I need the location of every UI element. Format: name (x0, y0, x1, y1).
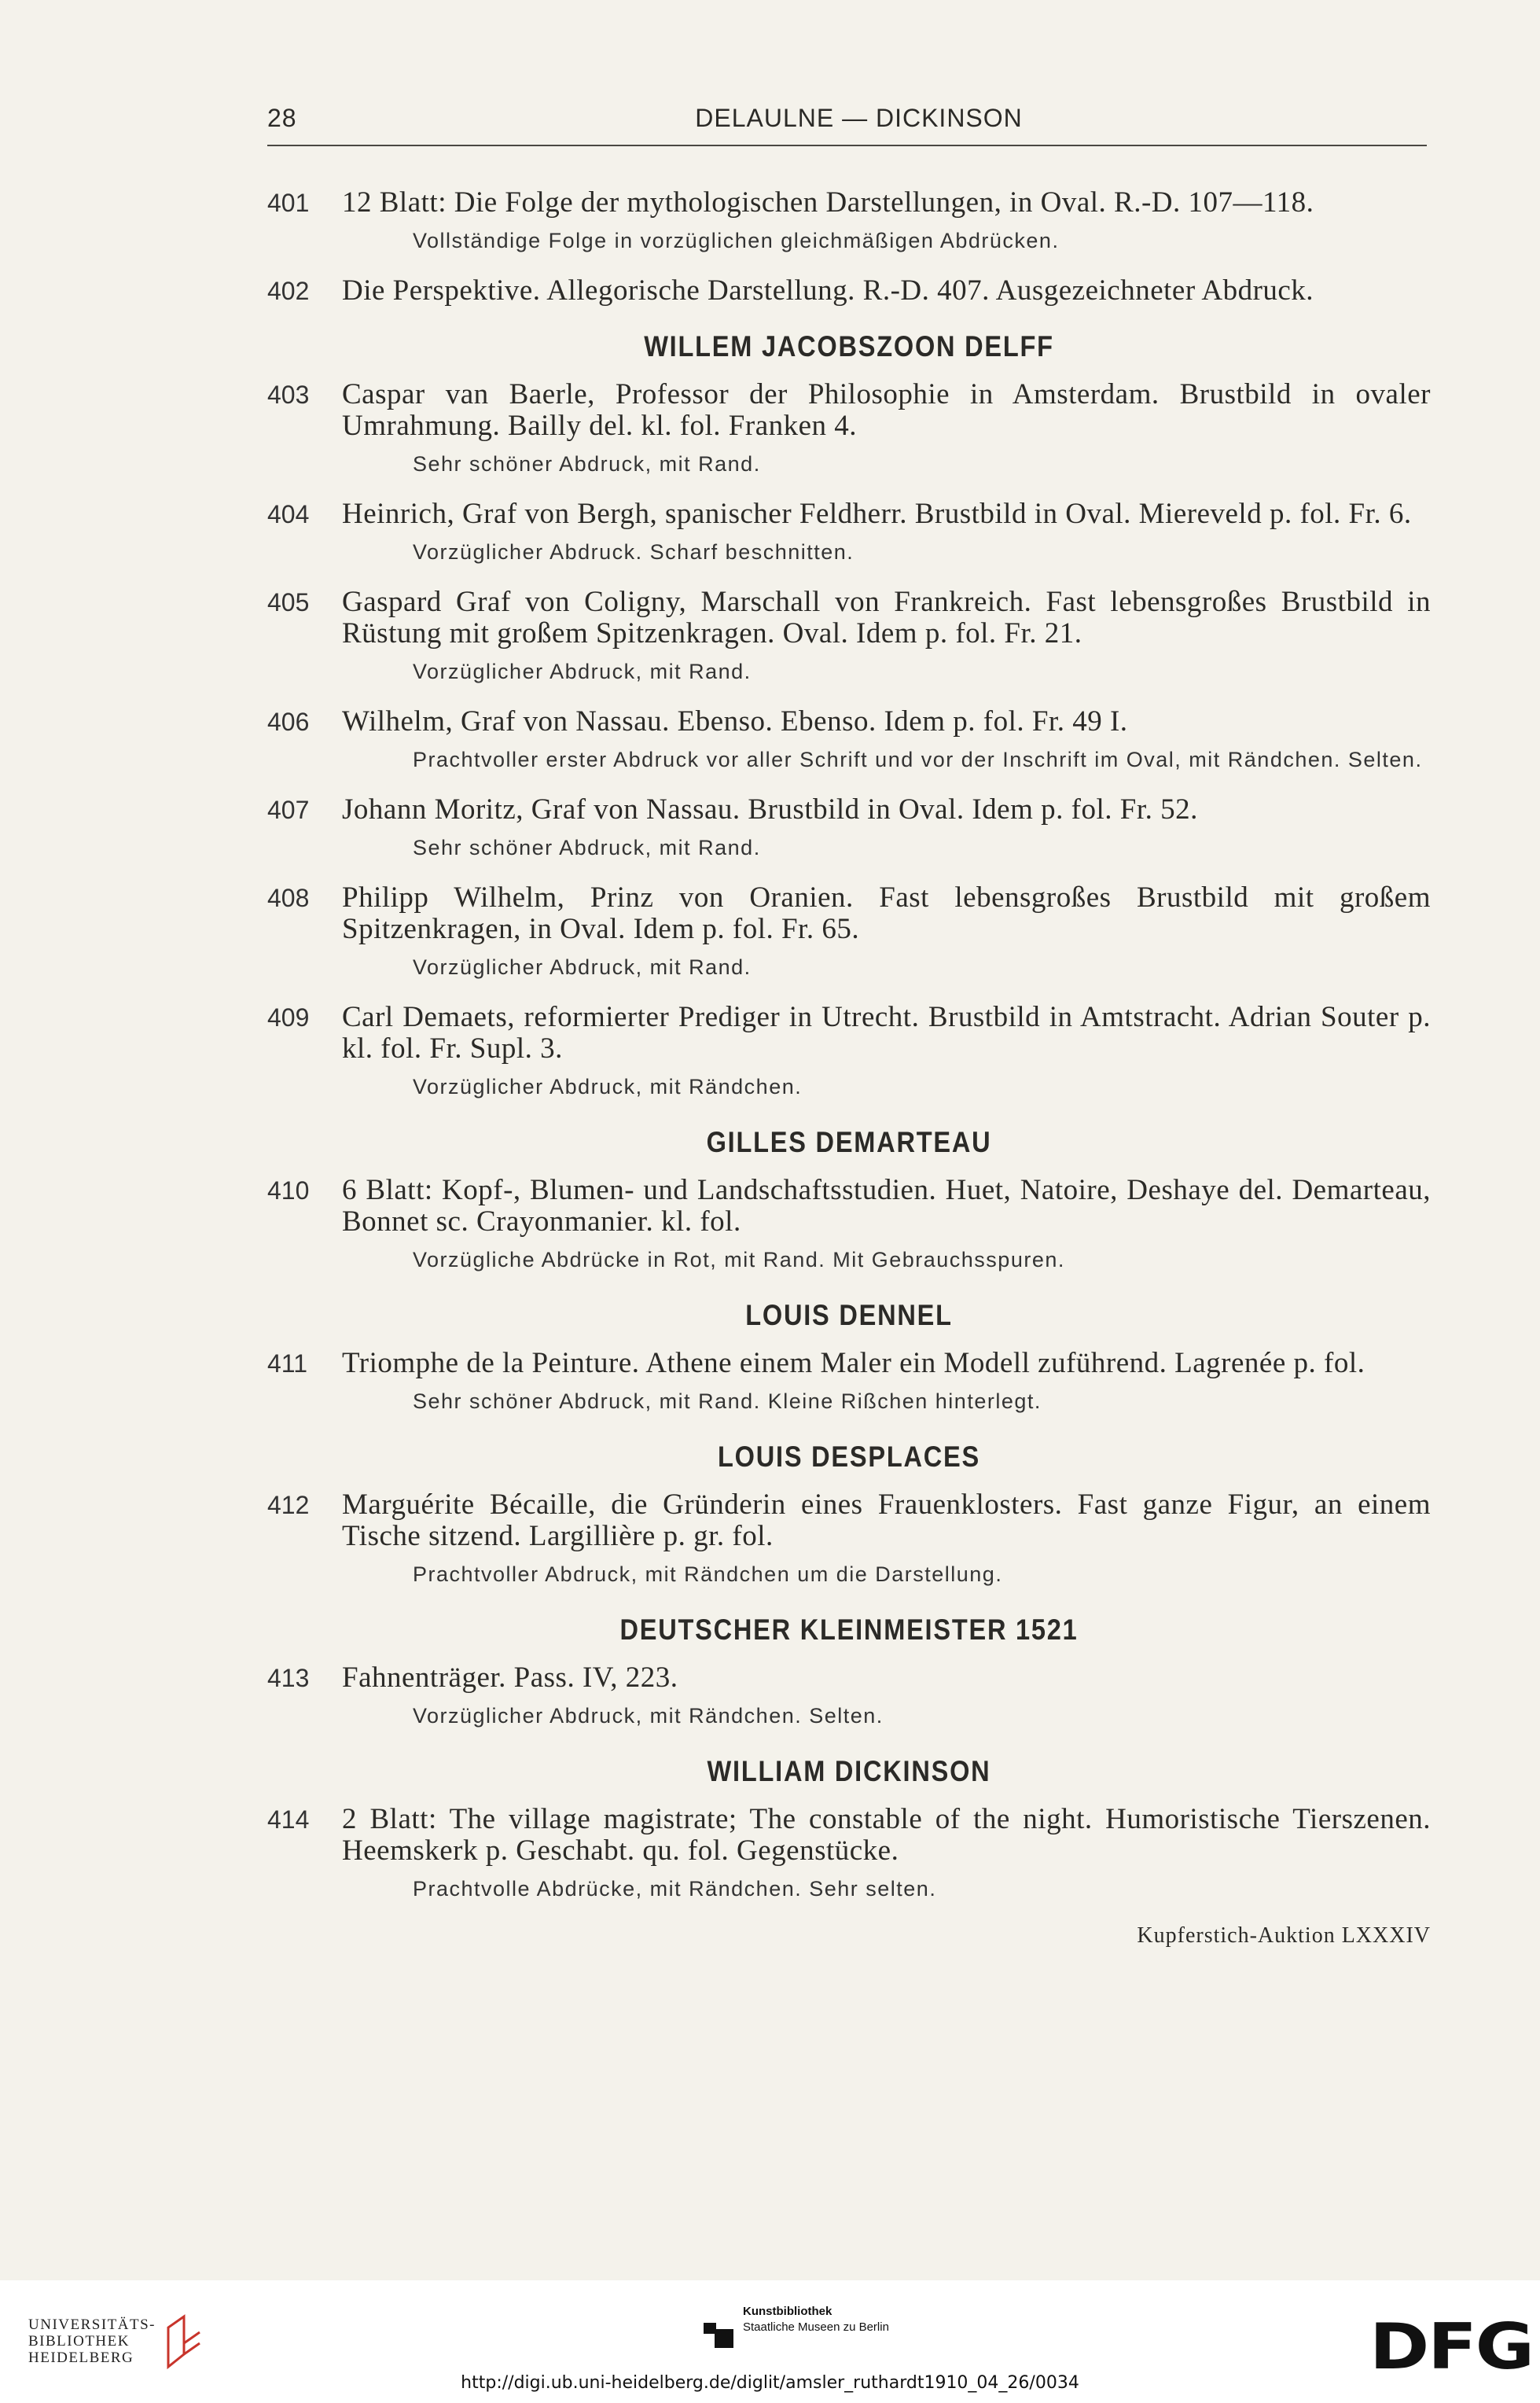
entry-condition-note: Prachtvoller erster Abdruck vor aller Schrift und vor der Inschrift im Oval, mit Rändchen. Selten. (413, 748, 1423, 771)
entry-description: Johann Moritz, Graf von Nassau. Brustbild in Oval. Idem p. fol. Fr. 52. (342, 793, 1198, 826)
dfg-logo[interactable]: DFG (1369, 2310, 1533, 2383)
entry-number: 406 (267, 708, 310, 736)
kunstbibliothek-title: Kunstbibliothek (743, 2305, 832, 2318)
catalog-entry (267, 187, 1431, 256)
section-heading: WILLIAM DICKINSON (707, 1755, 991, 1787)
catalog-entry (267, 587, 1431, 687)
entry-description: Caspar van Baerle, Professor der Philosophie in Amsterdam. Brustbild in ovaler Umrahmung. Bailly del. kl. fol. Franken 4. (342, 378, 1431, 442)
entry-number: 413 (267, 1664, 310, 1692)
catalog-entry (267, 1489, 1431, 1590)
entry-description: Wilhelm, Graf von Nassau. Ebenso. Ebenso. Idem p. fol. Fr. 49 I. (342, 705, 1128, 738)
entry-number: 410 (267, 1176, 310, 1205)
entry-description: Heinrich, Graf von Bergh, spanischer Feldherr. Brustbild in Oval. Miereveld p. fol. Fr. 6. (342, 498, 1412, 530)
entry-number: 412 (267, 1491, 310, 1519)
entry-description: Die Perspektive. Allegorische Darstellung. R.-D. 407. Ausgezeichneter Abdruck. (342, 274, 1314, 307)
entry-number: 414 (267, 1805, 310, 1834)
section-heading: LOUIS DESPLACES (718, 1441, 980, 1473)
ub-heidelberg-logo[interactable] (28, 2312, 206, 2370)
kunstbibliothek-subtitle: Staatliche Museen zu Berlin (743, 2320, 889, 2334)
ub-emblem-icon (162, 2312, 206, 2370)
entry-condition-note: Vorzüglicher Abdruck, mit Rändchen. Selten. (413, 1704, 884, 1728)
catalog-entry (267, 275, 1431, 307)
catalog-entry (267, 706, 1431, 775)
entry-condition-note: Vollständige Folge in vorzüglichen gleichmäßigen Abdrücken. (413, 229, 1060, 252)
entry-description: 2 Blatt: The village magistrate; The constable of the night. Humoristische Tierszenen. Heemskerk p. Geschabt. qu. fol. Gegenstücke. (342, 1803, 1431, 1867)
catalog-entry (267, 882, 1431, 983)
ub-heidelberg-text: UNIVERSITÄTS- BIBLIOTHEK HEIDELBERG (28, 2316, 156, 2366)
entry-description: Marguérite Bécaille, die Gründerin eines Frauenklosters. Fast ganze Figur, an einem Tische sitzend. Largillière p. gr. fol. (342, 1489, 1431, 1552)
entry-condition-note: Sehr schöner Abdruck, mit Rand. (413, 836, 761, 859)
catalog-content (267, 187, 1431, 1949)
entry-number: 408 (267, 884, 310, 912)
entry-number: 403 (267, 381, 310, 409)
entry-condition-note: Vorzüglicher Abdruck. Scharf beschnitten. (413, 540, 855, 564)
entry-condition-note: Prachtvolle Abdrücke, mit Rändchen. Sehr selten. (413, 1877, 937, 1901)
auction-signature: Kupferstich-Auktion LXXXIV (1137, 1923, 1431, 1948)
catalog-entry (267, 379, 1431, 480)
entry-number: 405 (267, 588, 310, 616)
section-heading: GILLES DEMARTEAU (706, 1126, 992, 1158)
entry-description: Carl Demaets, reformierter Prediger in Utrecht. Brustbild in Amtstracht. Adrian Souter p. kl. fol. Fr. Supl. 3. (342, 1001, 1431, 1065)
entry-description: Gaspard Graf von Coligny, Marschall von Frankreich. Fast lebensgroßes Brustbild in Rüstung mit großem Spitzenkragen. Oval. Idem p. fol. Fr. 21. (342, 586, 1431, 650)
digitization-footer (0, 2280, 1540, 2403)
running-title: DELAULNE — DICKINSON (695, 104, 1023, 132)
catalog-entry (267, 1804, 1431, 1904)
kunstbibliothek-logo[interactable] (704, 2304, 889, 2348)
entry-description: 6 Blatt: Kopf-, Blumen- und Landschaftsstudien. Huet, Natoire, Deshaye del. Demarteau, Bonnet sc. Crayonmanier. kl. fol. (342, 1174, 1431, 1238)
entry-description: Triomphe de la Peinture. Athene einem Maler ein Modell zuführend. Lagrenée p. fol. (342, 1347, 1365, 1379)
section-heading: DEUTSCHER KLEINMEISTER 1521 (619, 1614, 1079, 1646)
kunstbibliothek-mark-icon (704, 2315, 733, 2348)
catalog-entry (267, 499, 1431, 568)
page-number: 28 (267, 104, 297, 132)
entry-condition-note: Sehr schöner Abdruck, mit Rand. (413, 452, 761, 476)
catalog-entry (267, 1175, 1431, 1275)
entry-number: 407 (267, 796, 310, 824)
entry-description: Fahnenträger. Pass. IV, 223. (342, 1661, 678, 1694)
entry-number: 409 (267, 1003, 310, 1032)
catalog-entry (267, 1348, 1431, 1417)
source-url[interactable]: http://digi.ub.uni-heidelberg.de/diglit/amsler_ruthardt1910_04_26/0034 (461, 2373, 1079, 2393)
entry-condition-note: Sehr schöner Abdruck, mit Rand. Kleine Rißchen hinterlegt. (413, 1389, 1042, 1413)
entry-condition-note: Vorzügliche Abdrücke in Rot, mit Rand. Mit Gebrauchsspuren. (413, 1248, 1065, 1271)
entry-condition-note: Vorzüglicher Abdruck, mit Rand. (413, 660, 752, 683)
entry-number: 411 (267, 1349, 308, 1378)
catalog-entry (267, 1662, 1431, 1731)
catalog-entry (267, 794, 1431, 863)
entry-condition-note: Vorzüglicher Abdruck, mit Rändchen. (413, 1075, 803, 1098)
entry-number: 404 (267, 500, 310, 528)
catalog-entry (267, 1002, 1431, 1102)
entry-description: Philipp Wilhelm, Prinz von Oranien. Fast lebensgroßes Brustbild mit großem Spitzenkragen, in Oval. Idem p. fol. Fr. 65. (342, 881, 1431, 945)
entry-description: 12 Blatt: Die Folge der mythologischen Darstellungen, in Oval. R.-D. 107—118. (342, 186, 1314, 219)
entry-condition-note: Prachtvoller Abdruck, mit Rändchen um die Darstellung. (413, 1562, 1003, 1586)
entry-number: 402 (267, 277, 310, 305)
section-heading: LOUIS DENNEL (745, 1299, 953, 1331)
entry-condition-note: Vorzüglicher Abdruck, mit Rand. (413, 955, 752, 979)
entry-number: 401 (267, 189, 310, 217)
page-header (267, 102, 1427, 146)
section-heading: WILLEM JACOBSZOON DELFF (644, 330, 1054, 362)
